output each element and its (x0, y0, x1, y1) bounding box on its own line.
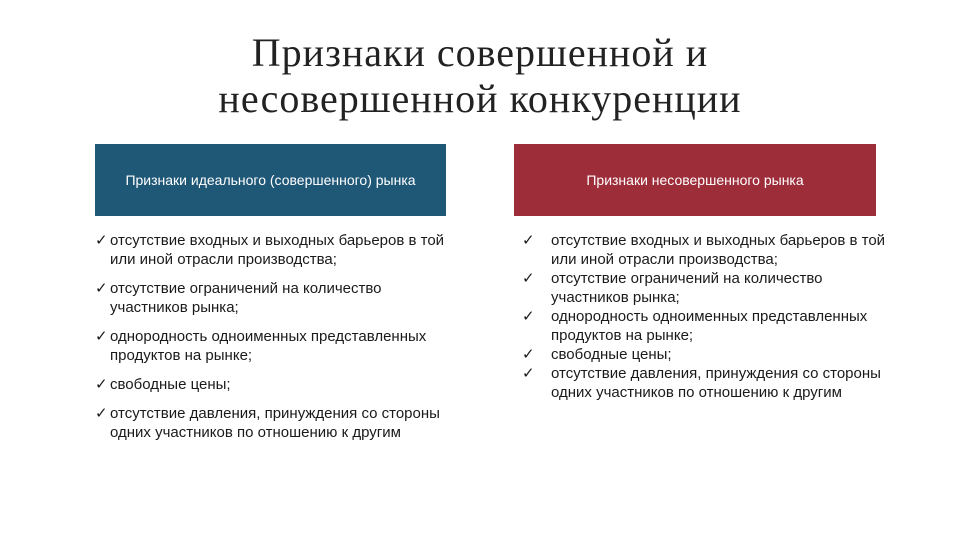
checkmark-icon: ✓ (522, 365, 535, 382)
perfect-market-header (95, 144, 446, 216)
list-item (95, 375, 450, 394)
perfect-market-header-label: Признаки идеального (совершенного) рынка (125, 171, 416, 188)
list-item (95, 404, 450, 442)
slide-title-line-2: несовершенной конкуренции (218, 76, 742, 121)
list-item (522, 307, 892, 345)
list-item (522, 231, 892, 269)
imperfect-market-header (514, 144, 876, 216)
list-item (95, 279, 450, 317)
list-item-text: свободные цены; (551, 346, 672, 363)
list-item-text: отсутствие давления, принуждения со стороны одних участников по отношению к другим (110, 405, 440, 441)
list-item-text: отсутствие давления, принуждения со стороны одних участников по отношению к другим (551, 365, 881, 401)
list-item-text: отсутствие ограничений на количество участников рынка; (110, 280, 382, 316)
list-item-text: отсутствие ограничений на количество участников рынка; (551, 270, 823, 306)
list-item (522, 345, 892, 364)
list-item-text: свободные цены; (110, 376, 231, 393)
imperfect-market-list (522, 231, 892, 402)
list-item (95, 231, 450, 269)
list-item (95, 327, 450, 365)
list-item-text: однородность одноименных представленных продуктов на рынке; (110, 328, 427, 364)
checkmark-icon: ✓ (95, 280, 108, 297)
list-item-text: отсутствие входных и выходных барьеров в той или иной отрасли производства; (110, 232, 445, 268)
perfect-market-list (95, 231, 450, 452)
checkmark-icon: ✓ (522, 308, 535, 325)
list-item-text: однородность одноименных представленных продуктов на рынке; (551, 308, 868, 344)
slide-title-line-1: Признаки совершенной и (251, 30, 709, 75)
list-item (522, 364, 892, 402)
slide-title (0, 30, 960, 122)
checkmark-icon: ✓ (522, 232, 535, 249)
imperfect-market-header-label: Признаки несовершенного рынка (586, 171, 804, 188)
checkmark-icon: ✓ (522, 346, 535, 363)
list-item-text: отсутствие входных и выходных барьеров в той или иной отрасли производства; (551, 232, 886, 268)
checkmark-icon: ✓ (95, 328, 108, 345)
checkmark-icon: ✓ (95, 232, 108, 249)
checkmark-icon: ✓ (522, 270, 535, 287)
checkmark-icon: ✓ (95, 376, 108, 393)
checkmark-icon: ✓ (95, 405, 108, 422)
list-item (522, 269, 892, 307)
